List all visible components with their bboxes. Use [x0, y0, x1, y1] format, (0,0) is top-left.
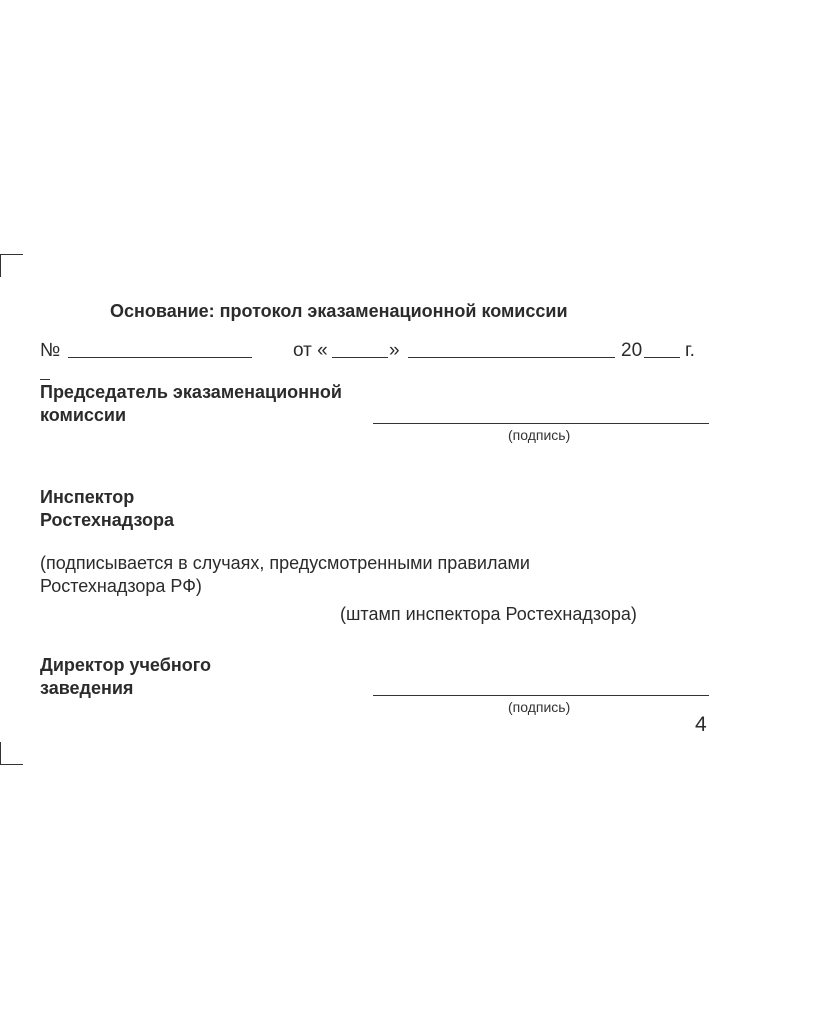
crop-mark-bottom: [0, 742, 23, 765]
date-from-label: от «: [293, 340, 328, 361]
inspector-stamp-note: (штамп инспектора Ростехнадзора): [340, 604, 637, 624]
basis-title: Основание: протокол эказаменационной комиссии: [110, 301, 568, 321]
date-day-field[interactable]: [332, 357, 388, 358]
inspector-note-line1: (подписывается в случаях, предусмотренными правилами: [40, 553, 530, 573]
inspector-label-line1: Инспектор: [40, 487, 135, 507]
date-month-field[interactable]: [408, 357, 615, 358]
protocol-number-field[interactable]: [68, 357, 252, 358]
date-quote-close: »: [389, 340, 400, 361]
page-number: 4: [695, 713, 707, 736]
crop-mark-top: [0, 254, 23, 277]
chairman-label-line1: Председатель эказаменационной: [40, 382, 342, 402]
director-signature-caption: (подпись): [508, 699, 571, 715]
chairman-signature-caption: (подпись): [508, 427, 571, 443]
inspector-note-line2: Ростехнадзора РФ): [40, 576, 202, 596]
date-year-field[interactable]: [644, 357, 680, 358]
number-sign: №: [40, 340, 61, 361]
chairman-signature-line[interactable]: [373, 423, 709, 424]
inspector-label-line2: Ростехнадзора: [40, 510, 174, 530]
chairman-mark: [40, 379, 50, 380]
year-suffix: г.: [685, 340, 695, 361]
chairman-label-line2: комиссии: [40, 405, 127, 425]
director-label-line1: Директор учебного: [40, 655, 211, 675]
director-signature-line[interactable]: [373, 695, 709, 696]
director-label-line2: заведения: [40, 678, 134, 698]
year-prefix: 20: [621, 340, 643, 361]
